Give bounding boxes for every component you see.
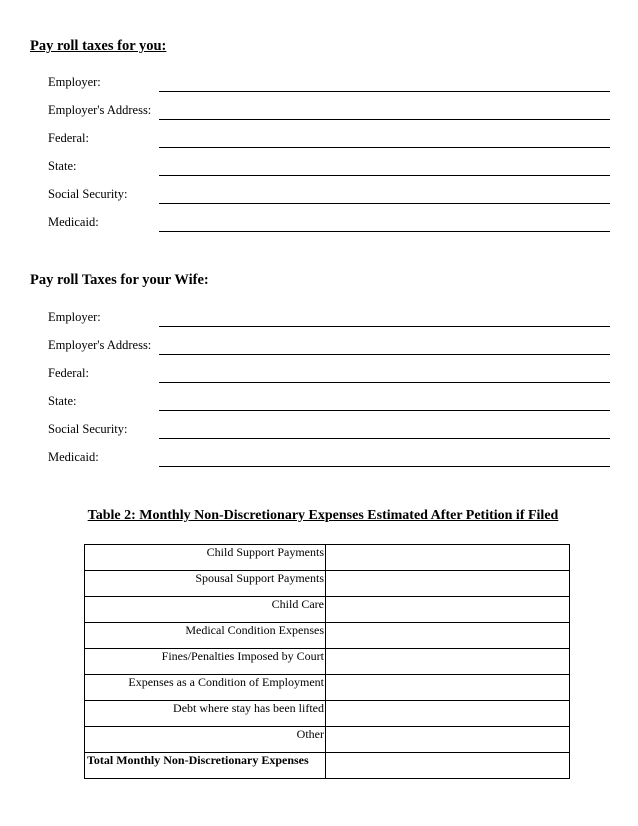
- you-employer-address-label: Employer's Address:: [48, 103, 152, 117]
- table-row: [85, 727, 570, 753]
- row-value-fines[interactable]: [326, 649, 570, 675]
- wife-employer-line[interactable]: [159, 326, 610, 327]
- you-medicaid-row: [48, 215, 610, 237]
- table-row: [85, 701, 570, 727]
- wife-federal-label: Federal:: [48, 366, 89, 380]
- you-employer-label: Employer:: [48, 75, 101, 89]
- expenses-table: [84, 544, 570, 779]
- wife-federal-row: [48, 366, 610, 388]
- table-total-row: [85, 753, 570, 779]
- row-value-child-care[interactable]: [326, 597, 570, 623]
- you-federal-row: [48, 131, 610, 153]
- row-label-debt-stay-lifted: Debt where stay has been lifted: [85, 701, 326, 727]
- wife-social-security-line[interactable]: [159, 438, 610, 439]
- you-state-row: [48, 159, 610, 181]
- you-employer-address-line[interactable]: [159, 119, 610, 120]
- table-row: [85, 545, 570, 571]
- wife-employer-address-row: [48, 338, 610, 360]
- section-title-wife: Pay roll Taxes for your Wife:: [30, 272, 209, 288]
- wife-employer-address-line[interactable]: [159, 354, 610, 355]
- you-social-security-line[interactable]: [159, 203, 610, 204]
- table-title: Table 2: Monthly Non-Discretionary Expenses Estimated After Petition if Filed: [87, 508, 559, 523]
- row-value-other[interactable]: [326, 727, 570, 753]
- wife-social-security-label: Social Security:: [48, 422, 128, 436]
- row-value-employment-expenses[interactable]: [326, 675, 570, 701]
- you-social-security-row: [48, 187, 610, 209]
- table-row: [85, 597, 570, 623]
- wife-federal-line[interactable]: [159, 382, 610, 383]
- wife-employer-row: [48, 310, 610, 332]
- you-medicaid-label: Medicaid:: [48, 215, 99, 229]
- table-row: [85, 571, 570, 597]
- row-label-fines: Fines/Penalties Imposed by Court: [85, 649, 326, 675]
- row-label-child-care: Child Care: [85, 597, 326, 623]
- row-value-spousal-support[interactable]: [326, 571, 570, 597]
- you-employer-row: [48, 75, 610, 97]
- table-row: [85, 675, 570, 701]
- row-value-debt-stay-lifted[interactable]: [326, 701, 570, 727]
- row-label-total: Total Monthly Non-Discretionary Expenses: [85, 753, 326, 779]
- row-label-other: Other: [85, 727, 326, 753]
- you-state-line[interactable]: [159, 175, 610, 176]
- row-value-medical[interactable]: [326, 623, 570, 649]
- you-medicaid-line[interactable]: [159, 231, 610, 232]
- you-employer-line[interactable]: [159, 91, 610, 92]
- you-employer-address-row: [48, 103, 610, 125]
- row-label-spousal-support: Spousal Support Payments: [85, 571, 326, 597]
- wife-medicaid-line[interactable]: [159, 466, 610, 467]
- wife-medicaid-label: Medicaid:: [48, 450, 99, 464]
- you-state-label: State:: [48, 159, 77, 173]
- row-label-medical: Medical Condition Expenses: [85, 623, 326, 649]
- you-federal-line[interactable]: [159, 147, 610, 148]
- wife-employer-address-label: Employer's Address:: [48, 338, 152, 352]
- row-value-child-support[interactable]: [326, 545, 570, 571]
- row-label-child-support: Child Support Payments: [85, 545, 326, 571]
- wife-state-label: State:: [48, 394, 77, 408]
- you-social-security-label: Social Security:: [48, 187, 128, 201]
- wife-employer-label: Employer:: [48, 310, 101, 324]
- wife-medicaid-row: [48, 450, 610, 472]
- wife-social-security-row: [48, 422, 610, 444]
- table-row: [85, 623, 570, 649]
- wife-state-row: [48, 394, 610, 416]
- wife-state-line[interactable]: [159, 410, 610, 411]
- row-label-employment-expenses: Expenses as a Condition of Employment: [85, 675, 326, 701]
- section-title-you: Pay roll taxes for you:: [30, 38, 167, 54]
- row-value-total[interactable]: [326, 753, 570, 779]
- table-row: [85, 649, 570, 675]
- you-federal-label: Federal:: [48, 131, 89, 145]
